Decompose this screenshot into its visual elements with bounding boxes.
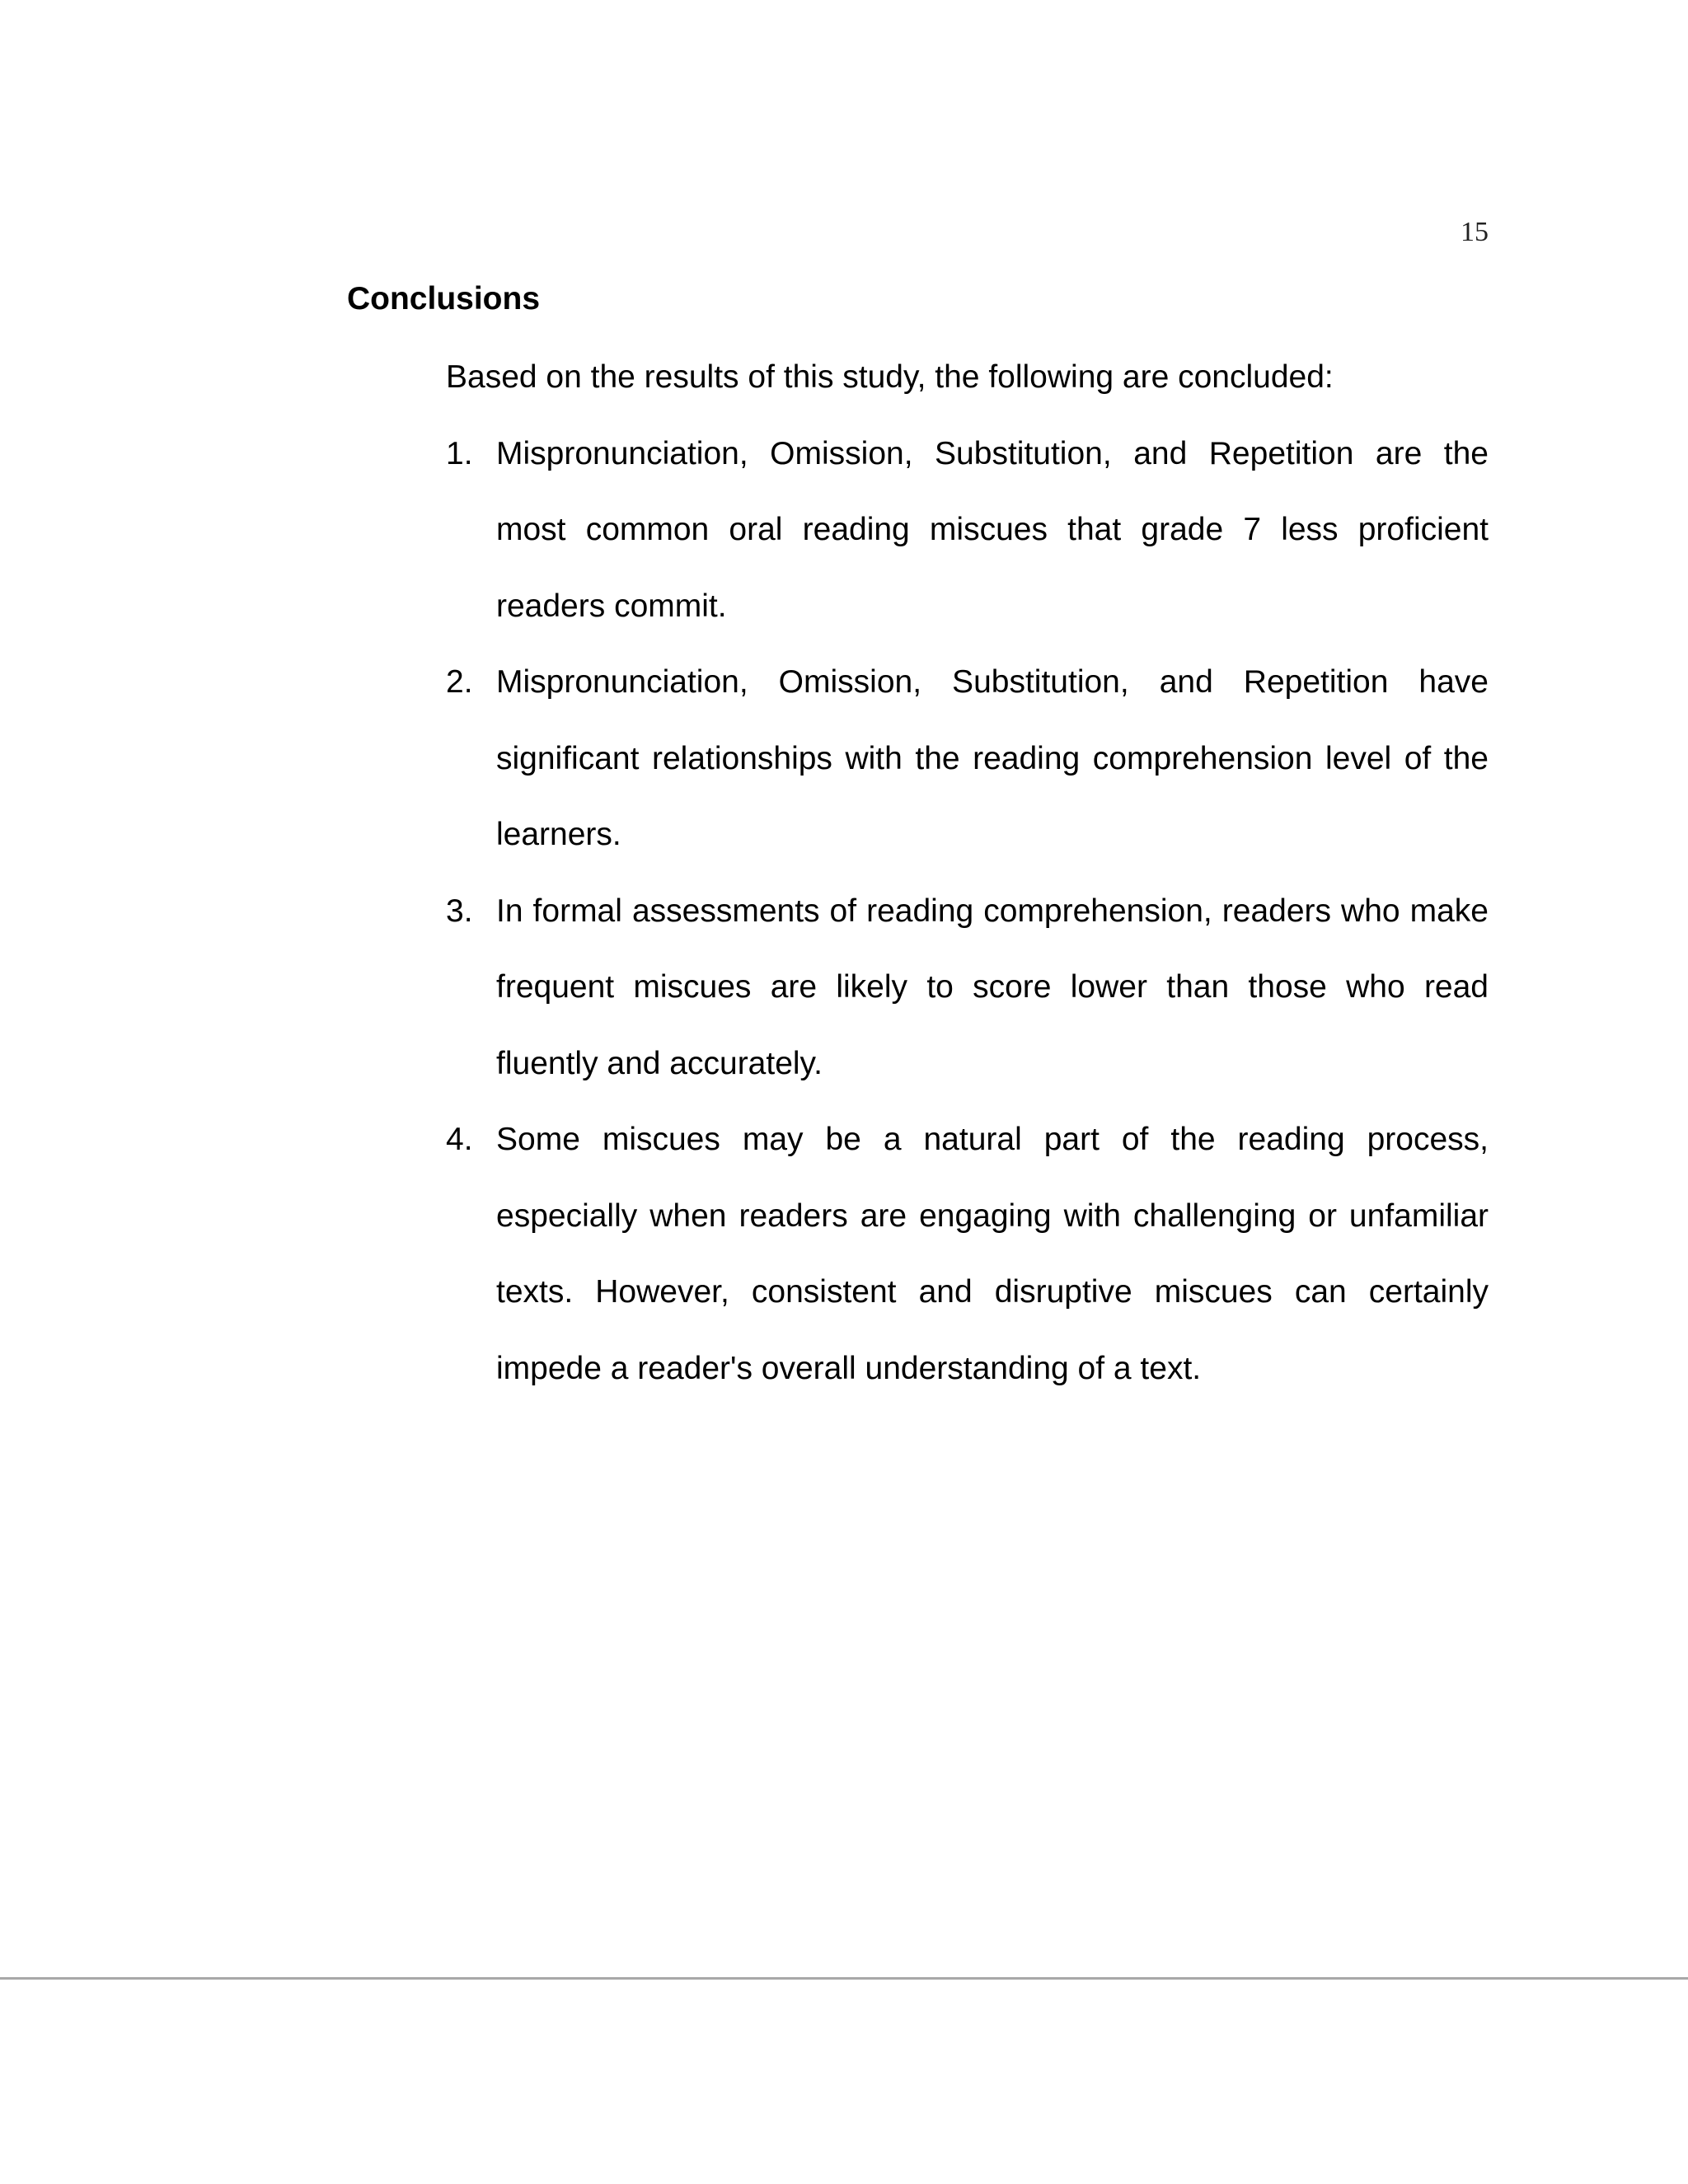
section-heading: Conclusions: [347, 281, 541, 316]
list-item: [446, 1102, 1489, 1407]
page-divider: [0, 1977, 1688, 1980]
list-item: [446, 644, 1489, 874]
list-item-number: 4.: [446, 1122, 473, 1157]
list-item-number: 3.: [446, 893, 473, 929]
section-body: [446, 340, 1489, 1407]
list-item-number: 2.: [446, 664, 473, 700]
page-number: 15: [1461, 217, 1489, 247]
list-item-number: 1.: [446, 435, 473, 471]
conclusion-list: [446, 416, 1489, 1408]
list-item-text: Some miscues may be a natural part of the reading process, especially when readers are engaging with challenging or unfamiliar texts. However, consistent and disruptive miscues can certainly impede a reader's overall understanding of a text.: [496, 1122, 1489, 1386]
list-item: [446, 874, 1489, 1103]
list-item-text: In formal assessments of reading comprehension, readers who make frequent miscues are likely to score lower than those who read fluently and accurately.: [496, 893, 1489, 1081]
list-item: [446, 416, 1489, 645]
intro-paragraph: Based on the results of this study, the following are concluded:: [446, 359, 1334, 395]
list-item-text: Mispronunciation, Omission, Substitution, and Repetition are the most common oral reading miscues that grade 7 less proficient readers commit.: [496, 435, 1489, 624]
list-item-text: Mispronunciation, Omission, Substitution, and Repetition have significant relationships with the reading comprehension level of the learners.: [496, 664, 1489, 852]
